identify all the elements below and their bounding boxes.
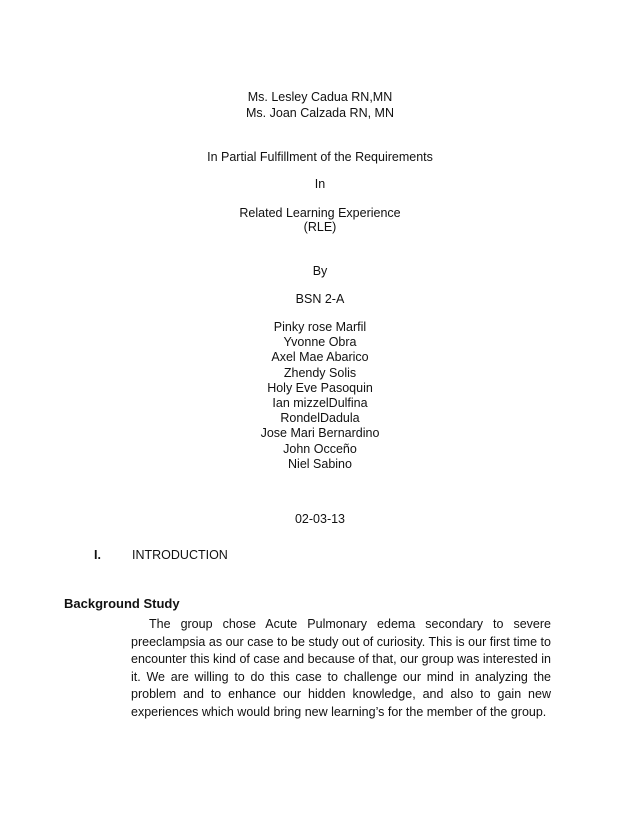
member-name: John Occeño <box>283 441 357 456</box>
section-heading <box>94 548 228 563</box>
course-title: Related Learning Experience <box>239 206 401 220</box>
by-line: By <box>312 264 328 278</box>
member-name: Zhendy Solis <box>283 365 357 380</box>
member-name: Axel Mae Abarico <box>271 350 369 365</box>
member-name: Jose Mari Bernardino <box>260 426 380 441</box>
adviser-1: Ms. Lesley Cadua RN,MN <box>247 90 393 104</box>
section-title: INTRODUCTION <box>132 548 228 562</box>
section-number: I. <box>94 548 101 562</box>
in-line: In <box>314 177 326 191</box>
background-study-title: Background Study <box>64 596 180 611</box>
member-name: Yvonne Obra <box>283 335 357 350</box>
fulfillment-line: In Partial Fulfillment of the Requirements <box>207 150 433 164</box>
date: 02-03-13 <box>294 512 346 526</box>
adviser-2: Ms. Joan Calzada RN, MN <box>246 106 394 120</box>
member-name: Pinky rose Marfil <box>273 320 367 334</box>
course-abbreviation: (RLE) <box>303 220 337 234</box>
member-list <box>170 320 470 472</box>
section-name: BSN 2-A <box>295 292 345 306</box>
background-paragraph: The group chose Acute Pulmonary edema secondary to severe preeclampsia as our case to be study out of curiosity. This is our first time to encounter this kind of case and because of that, our group was interested in it. We are willing to do this case to challenge our mind in analyzing the problem and to enhance our hidden knowledge, and also to gain new experiences which would bring new learning’s for the member of the group. <box>131 617 551 719</box>
member-name: Ian mizzelDulfina <box>272 396 368 411</box>
member-name: Holy Eve Pasoquin <box>267 380 373 395</box>
member-name: Niel Sabino <box>288 456 352 471</box>
member-name: RondelDadula <box>280 411 360 426</box>
